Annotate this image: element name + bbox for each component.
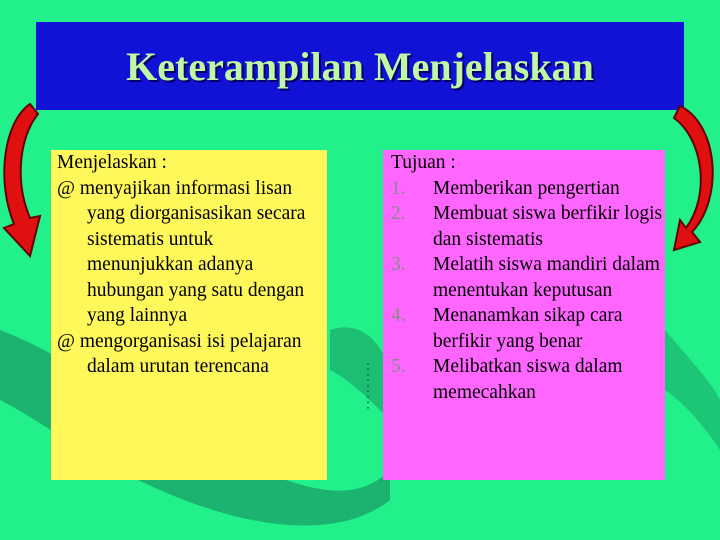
curved-arrow-left-icon	[670, 100, 720, 260]
goal-item	[391, 252, 665, 303]
definition-heading: Menjelaskan :	[57, 152, 167, 173]
slide-title: Keterampilan Menjelaskan	[126, 43, 594, 89]
goal-text: Membuat siswa berfikir logis dan sistematis	[433, 203, 663, 250]
goal-text: Melibatkan siswa dalam memecahkan	[433, 356, 623, 403]
goal-number: 4.	[391, 305, 406, 326]
goal-text: Melatih siswa mandiri dalam menentukan keputusan	[433, 254, 660, 301]
bullet: @	[57, 177, 80, 199]
goal-item	[391, 176, 665, 202]
definition-item	[57, 329, 317, 380]
dotted-divider	[367, 363, 369, 409]
curved-arrow-down-icon	[0, 100, 48, 260]
goal-item	[391, 303, 665, 354]
goal-text: Menanamkan sikap cara berfikir yang benar	[433, 305, 623, 352]
goals-list	[391, 150, 665, 405]
goal-item	[391, 201, 665, 252]
goals-heading: Tujuan :	[391, 152, 456, 173]
goal-number: 1.	[391, 177, 406, 199]
goal-item	[391, 354, 665, 405]
goal-number: 3.	[391, 254, 406, 275]
definition-text: mengorganisasi isi pelajaran dalam urutan terencana	[79, 330, 302, 377]
goal-number: 5.	[391, 356, 406, 377]
definition-panel	[51, 150, 327, 480]
bullet: @	[57, 330, 80, 352]
definition-text: menyajikan informasi lisan yang diorganisasikan secara sistematis untuk menunjukkan adanya hubungan yang satu dengan yang lainnya	[79, 177, 306, 326]
title-bar	[36, 22, 684, 110]
goal-text: Memberikan pengertian	[433, 177, 620, 199]
goal-number: 2.	[391, 203, 406, 224]
definition-item	[57, 176, 317, 329]
